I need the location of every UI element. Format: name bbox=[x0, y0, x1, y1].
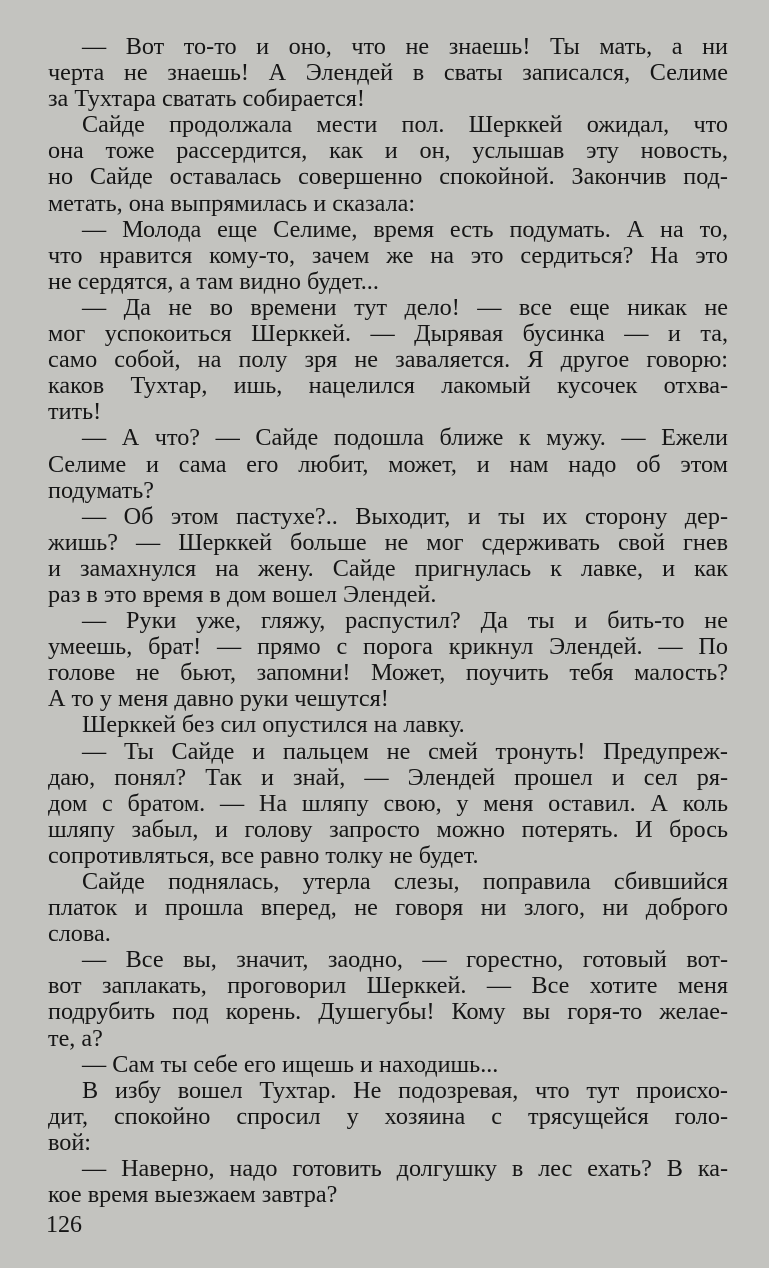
text-line: сопротивляться, все равно толку не будет. bbox=[48, 842, 479, 869]
text-line: А то у меня давно руки чешутся! bbox=[48, 686, 389, 713]
text-line: — Вот то-то и оно, что не знаешь! Ты мать, а ни bbox=[82, 34, 728, 60]
text-line: слова. bbox=[48, 921, 111, 948]
page-number: 126 bbox=[46, 1212, 82, 1238]
text-line: само собой, на полу зря не заваляется. Я другое говорю: bbox=[48, 347, 728, 374]
text-line: не сердятся, а там видно будет... bbox=[48, 268, 379, 295]
text-line: она тоже рассердится, как и он, услышав эту новость, bbox=[48, 138, 728, 165]
text-line: те, а? bbox=[48, 1025, 103, 1052]
text-line: даю, понял? Так и знай, — Элендей прошел и сел ря- bbox=[48, 764, 728, 791]
text-line: черта не знаешь! А Элендей в сваты записался, Селиме bbox=[48, 60, 728, 87]
text-line: В избу вошел Тухтар. Не подозревая, что тут происхо- bbox=[82, 1077, 728, 1104]
text-line: подрубить под корень. Душегубы! Кому вы горя-то желае- bbox=[48, 999, 728, 1026]
text-line: каков Тухтар, ишь, нацелился лакомый кусочек отхва- bbox=[48, 373, 728, 400]
text-line: подумать? bbox=[48, 477, 155, 504]
text-line: вой: bbox=[48, 1129, 92, 1156]
text-line: Селиме и сама его любит, может, и нам надо об этом bbox=[48, 451, 728, 478]
text-line: — Руки уже, гляжу, распустил? Да ты и бить-то не bbox=[82, 608, 728, 635]
text-line: — Все вы, значит, заодно, — горестно, готовый вот- bbox=[82, 947, 728, 974]
text-line: вот заплакать, проговорил Шерккей. — Все хотите меня bbox=[48, 973, 728, 1000]
text-line: кое время выезжаем завтра? bbox=[48, 1182, 338, 1209]
page-text bbox=[48, 34, 728, 1208]
text-line: — Сам ты себе его ищешь и находишь... bbox=[82, 1051, 499, 1078]
text-line: за Тухтара сватать собирается! bbox=[48, 86, 365, 113]
text-line: Сайде поднялась, утерла слезы, поправила сбившийся bbox=[82, 869, 728, 895]
text-line: что нравится кому-то, зачем же на это сердиться? На это bbox=[48, 242, 728, 269]
text-line: умеешь, брат! — прямо с порога крикнул Элендей. — По bbox=[48, 634, 728, 661]
text-line: — А что? — Сайде подошла ближе к мужу. — Ежели bbox=[82, 425, 728, 452]
text-line: но Сайде оставалась совершенно спокойной. Закончив под- bbox=[48, 164, 728, 191]
text-line: и замахнулся на жену. Сайде пригнулась к лавке, и как bbox=[48, 555, 728, 582]
text-line: жишь? — Шерккей больше не мог сдерживать свой гнев bbox=[48, 529, 728, 556]
text-line: — Ты Сайде и пальцем не смей тронуть! Предупреж- bbox=[82, 738, 728, 765]
text-line: метать, она выпрямилась и сказала: bbox=[48, 190, 416, 217]
text-line: раз в это время в дом вошел Элендей. bbox=[48, 581, 437, 608]
text-line: — Наверно, надо готовить долгушку в лес ехать? В ка- bbox=[82, 1156, 728, 1183]
text-line: — Об этом пастухе?.. Выходит, и ты их сторону дер- bbox=[82, 503, 728, 530]
text-line: — Да не во времени тут дело! — все еще никак не bbox=[82, 294, 728, 321]
text-line: Сайде продолжала мести пол. Шерккей ожидал, что bbox=[82, 112, 728, 139]
text-line: дит, спокойно спросил у хозяина с трясущейся голо- bbox=[48, 1103, 728, 1130]
text-line: дом с братом. — На шляпу свою, у меня оставил. А коль bbox=[48, 790, 728, 817]
text-line: — Молода еще Селиме, время есть подумать. А на то, bbox=[82, 216, 728, 243]
text-line: платок и прошла вперед, не говоря ни злого, ни доброго bbox=[48, 895, 728, 922]
text-line: мог успокоиться Шерккей. — Дырявая бусинка — и та, bbox=[48, 321, 728, 348]
text-line: Шерккей без сил опустился на лавку. bbox=[82, 712, 465, 739]
text-line: голове не бьют, запомни! Может, поучить тебя малость? bbox=[48, 660, 728, 687]
text-line: шляпу забыл, и голову запросто можно потерять. И брось bbox=[48, 816, 728, 843]
text-line: тить! bbox=[48, 399, 102, 426]
